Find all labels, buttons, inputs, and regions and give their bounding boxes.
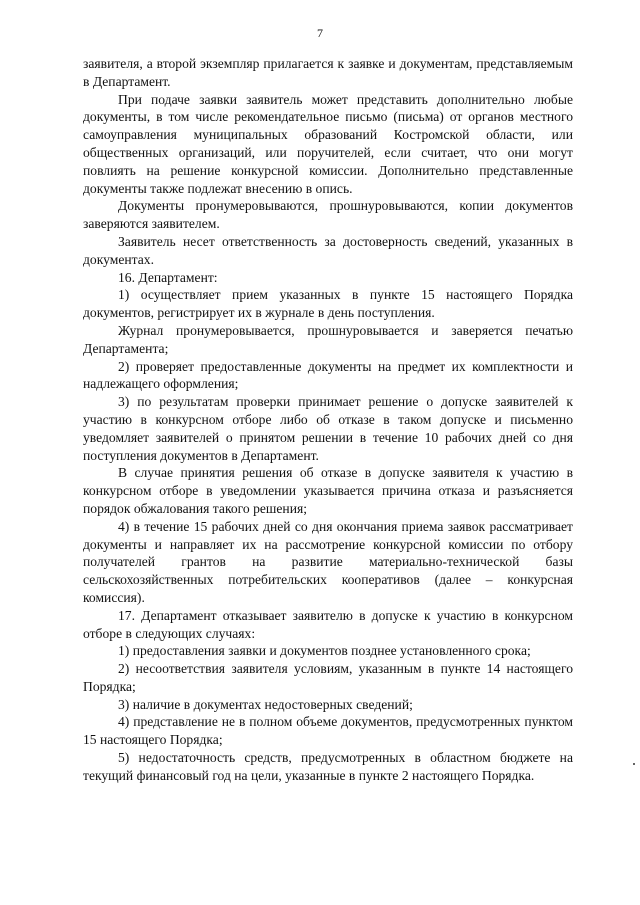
paragraph-refusal-notice: В случае принятия решения об отказе в допуске заявителя к участию в конкурсном отборе в уведомлении указывается причина отказа и разъясняется порядок обжалования такого решения; [83, 465, 573, 516]
paragraph-documents-numbered: Документы пронумеровываются, прошнуровываются, копии документов заверяются заявителем. [83, 198, 573, 232]
paragraph-additional-documents: При подаче заявки заявитель может представить дополнительно любые документы, в том числе рекомендательное письмо (письма) от органов местного самоуправления муниципальных образований Костромской области, или общественных организаций, или поручителей, если считает, что они могут повлиять на решение конкурсной комиссии. Дополнительно представленные документы также подлежат внесению в опись. [83, 91, 573, 196]
section-16-item-4: 4) в течение 15 рабочих дней со дня окончания приема заявок рассматривает документы и направляет их на рассмотрение конкурсной комиссии по отбору получателей грантов на развитие материально-технической базы сельскохозяйственных потребительских кооперативов (далее – конкурсная комиссия). [83, 518, 573, 605]
section-17-item-5: 5) недостаточность средств, предусмотренных в областном бюджете на текущий финансовый год на цели, указанные в пункте 2 настоящего Порядка. [83, 750, 573, 783]
section-16-item-2: 2) проверяет предоставленные документы на предмет их комплектности и надлежащего оформления; [83, 358, 573, 392]
section-17-item-3: 3) наличие в документах недостоверных сведений; [118, 696, 413, 712]
paragraph-applicant-responsibility: Заявитель несет ответственность за достоверность сведений, указанных в документах. [83, 233, 573, 267]
page-number: 7 [317, 26, 323, 40]
section-17-item-2: 2) несоответствия заявителя условиям, указанным в пункте 14 настоящего Порядка; [83, 661, 573, 694]
section-16-heading: 16. Департамент: [118, 269, 218, 285]
section-16-item-1: 1) осуществляет прием указанных в пункте 15 настоящего Порядка документов, регистрирует их в журнале в день поступления. [83, 287, 573, 321]
section-17-item-1: 1) предоставления заявки и документов позднее установленного срока; [118, 643, 531, 659]
section-16-item-3: 3) по результатам проверки принимает решение о допуске заявителей к участию в конкурсном отборе либо об отказе в таком допуске и письменно уведомляет заявителей о принятом решении в течение 10 рабочих дней со дня поступления документов в Департамент. [83, 394, 573, 463]
section-17-heading: 17. Департамент отказывает заявителю в допуске к участию в конкурсном отборе в следующих случаях: [83, 607, 573, 641]
section-17-item-4: 4) представление не в полном объеме документов, предусмотренных пунктом 15 настоящего Порядка; [83, 714, 573, 748]
document-body [83, 55, 573, 785]
paragraph-journal: Журнал пронумеровывается, прошнуровывается и заверяется печатью Департамента; [83, 322, 573, 356]
scan-speck [633, 763, 635, 765]
paragraph-continuation: заявителя, а второй экземпляр прилагается к заявке и документам, представляемым в Департамент. [83, 56, 573, 89]
